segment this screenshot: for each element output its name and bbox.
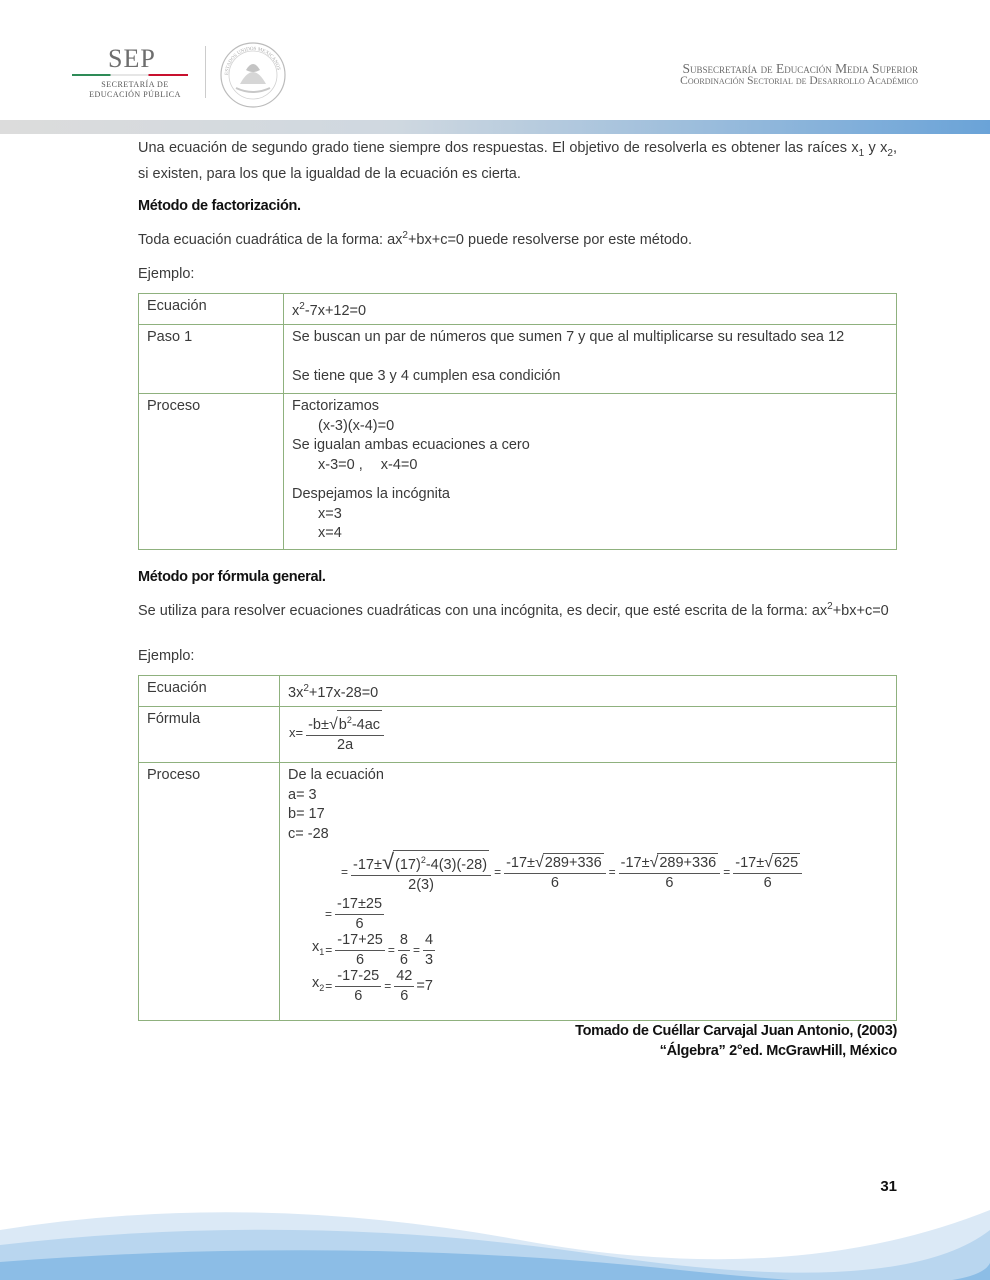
- example-label-2: Ejemplo:: [138, 648, 195, 664]
- heading-factorizacion: Método de factorización.: [138, 198, 301, 214]
- quadratic-formula: x= $\frac{-b\pm√b^2-4ac}{2a}$: [280, 707, 897, 763]
- step1-line1: Se buscan un par de números que sumen 7 y que al multiplicarse su resultado sea 12: [292, 329, 845, 346]
- table-row: [139, 325, 897, 394]
- step1-line2: Se tiene que 3 y 4 cumplen esa condición: [292, 367, 561, 384]
- equation-value: $x^2-7x+12=0$: [284, 294, 897, 325]
- factorization-table: [138, 293, 897, 550]
- intro-paragraph: Una ecuación de segundo grado tiene siempre dos respuestas. El objetivo de resolverla es obtener las raíces $x_1$ y $x_2$, si existen, para los que la igualdad de la ecuación es cierta.: [138, 140, 897, 182]
- seal-text: ESTADOS UNIDOS MEXICANOS: [224, 46, 281, 76]
- row-label-proceso: Proceso: [139, 763, 280, 1021]
- x2-solution: $x_2=$ $\frac{-17-25}{6}$ = $\frac{42}{6}$ =7: [312, 968, 433, 1005]
- heading-formula-general: Método por fórmula general.: [138, 569, 326, 585]
- flag-stripe: [72, 74, 188, 76]
- sep-subtitle-line1: SECRETARÍA DE: [101, 80, 169, 89]
- process-content: Factorizamos (x-3)(x-4)=0 Se igualan ambas ecuaciones a cero x-3=0 , x-4=0 Despejamos la incógnita x=3 x=4: [284, 394, 897, 550]
- formula-table: [138, 675, 897, 1021]
- header-band: [0, 120, 990, 134]
- table-row: [139, 294, 897, 325]
- factorizacion-description: Toda ecuación cuadrática de la forma: $ax^2+bx+c=0$ puede resolverse por este método.: [138, 230, 693, 248]
- example-label-1: Ejemplo:: [138, 266, 195, 282]
- header-coordinacion: Coordinación Sectorial de Desarrollo Académico: [680, 75, 918, 87]
- formula-process: De la ecuación a= 3 b= 17 c= -28 = $\frac{-17\pm√(17)^2-4(3)(-28)}{2(3)}$ = $\frac{-17\pm√289+336}{6}$ = $\frac{-17\pm√289+336}{6}$ = $\frac{-17\pm√625}{6}$ = $\frac{-17\pm 25}{6}$ $x_1=$ $\frac{-17+25}{6}$ = $\frac{8}{6}$ = $\frac{4}{3}$ $x_2=$ $\frac{-17-25}{6}$ = $\frac{42}{6}$ =7: [280, 763, 897, 1021]
- step1-content: [284, 325, 897, 394]
- simplified-line: = $\frac{-17\pm 25}{6}$: [325, 896, 383, 933]
- substitution-line: = $\frac{-17\pm√(17)^2-4(3)(-28)}{2(3)}$ = $\frac{-17\pm√289+336}{6}$ = $\frac{-17\pm√289+336}{6}$ = $\frac{-17\pm√625}{6}$: [288, 850, 888, 895]
- footer-wave-decoration: [0, 1190, 990, 1280]
- source-credit-line2: “Álgebra” 2°ed. McGrawHill, México: [659, 1043, 897, 1059]
- sep-logo-text: SEP: [108, 44, 156, 73]
- table-row: [139, 707, 897, 763]
- mexican-seal-icon: [218, 40, 288, 110]
- page-number: 31: [880, 1178, 897, 1195]
- table-row: [139, 676, 897, 707]
- sep-subtitle-line2: EDUCACIÓN PÚBLICA: [89, 90, 181, 99]
- row-label-ecuacion: Ecuación: [139, 676, 280, 707]
- source-credit-line1: Tomado de Cuéllar Carvajal Juan Antonio, (2003): [575, 1023, 897, 1039]
- equation-value: $3x^2+17x-28=0$: [280, 676, 897, 707]
- header-divider: [205, 46, 206, 98]
- formula-description: Se utiliza para resolver ecuaciones cuadráticas con una incógnita, es decir, que esté escrita de la forma: $ax^2+bx+c=0$: [138, 601, 889, 619]
- row-label-ecuacion: Ecuación: [139, 294, 284, 325]
- x1-solution: $x_1=$ $\frac{-17+25}{6}$ = $\frac{8}{6}$ = $\frac{4}{3}$: [312, 932, 434, 969]
- table-row: [139, 763, 897, 1021]
- row-label-paso1: Paso 1: [139, 325, 284, 394]
- header-subsecretaria: Subsecretaría de Educación Media Superior: [682, 61, 918, 76]
- table-row: [139, 394, 897, 550]
- row-label-proceso: Proceso: [139, 394, 284, 550]
- row-label-formula: Fórmula: [139, 707, 280, 763]
